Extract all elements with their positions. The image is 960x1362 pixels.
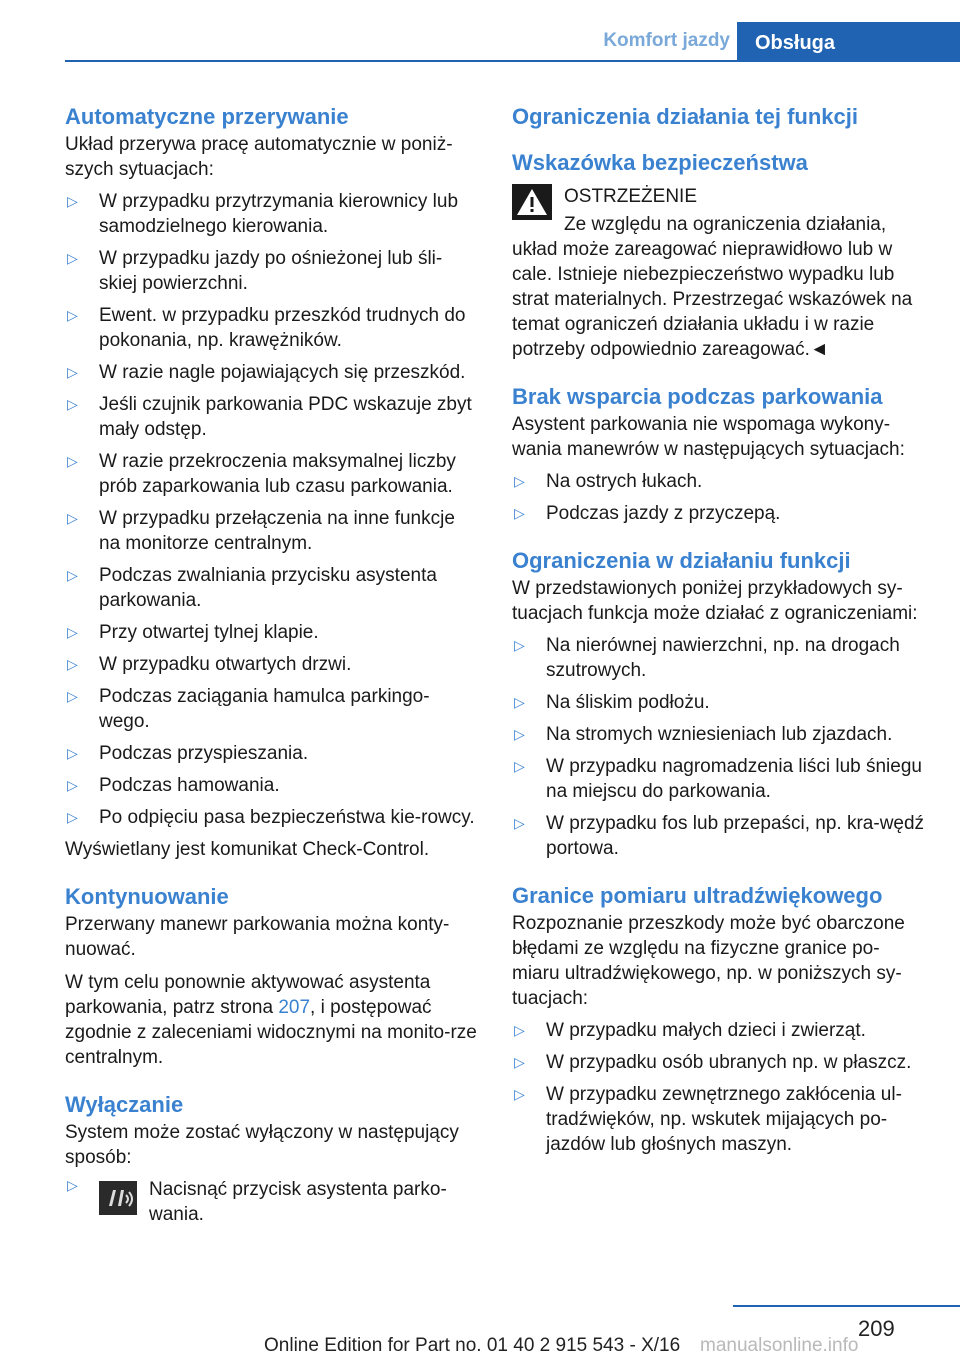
- list-item-text: W przypadku przytrzymania kierownicy lub samodzielnego kierowania.: [99, 191, 459, 237]
- list-item: [512, 690, 926, 715]
- list-item-text: Po odpięciu pasa bezpieczeństwa kie-rowcy.: [99, 807, 475, 828]
- continue-paragraph-2: W tym celu ponownie aktywować asystenta parkowania, patrz strona 207, i postępować zgodnie z zaleceniami widocznymi na monito-rze centralnym.: [65, 972, 477, 1068]
- left-column: [65, 102, 479, 1227]
- bullet-icon: ▷: [67, 656, 78, 672]
- list-item: [65, 360, 479, 385]
- bullet-icon: ▷: [67, 250, 78, 266]
- section-title-auto-interrupt: Automatyczne przerywanie: [65, 104, 349, 129]
- list-item-text: Na nierównej nawierzchni, np. na drogach szutrowych.: [546, 635, 900, 681]
- section-title-switch-off: Wyłączanie: [65, 1092, 184, 1117]
- list-item: [512, 1082, 926, 1157]
- list-item-text: Podczas jazdy z przyczepą.: [546, 503, 781, 524]
- section-title-limits-main: Ograniczenia działania tej funkcji: [512, 104, 858, 129]
- list-item-text: Ewent. w przypadku przeszkód trudnych do pokonania, np. krawężników.: [99, 305, 466, 351]
- list-item: [65, 684, 479, 734]
- list-item-text: W przypadku przełączenia na inne funkcje na monitorze centralnym.: [99, 508, 455, 554]
- bullet-icon: ▷: [514, 694, 525, 710]
- list-item: [512, 754, 926, 804]
- bullet-icon: ▷: [514, 473, 525, 489]
- no-assist-intro: Asystent parkowania nie wspomaga wykony-wania manewrów w następujących sytuacjach:: [512, 414, 905, 460]
- warning-text: Ze względu na ograniczenia działania, układ może zareagować nieprawidłowo lub w cale. Istnieje niebezpieczeństwo wypadku lub strat materialnych. Przestrzegać wskazówek na temat ograniczeń działania układu i w razie potrzeby odpowiednio zareagować.◄: [512, 214, 913, 360]
- section-title-function-limits: Ograniczenia w działaniu funkcji: [512, 548, 851, 573]
- bullet-icon: ▷: [67, 809, 78, 825]
- bullet-icon: ▷: [67, 307, 78, 323]
- list-item-text: Na stromych wzniesieniach lub zjazdach.: [546, 724, 893, 745]
- list-item-text: W przypadku zewnętrznego zakłócenia ul-tradźwięków, np. wskutek mijających po-jazdów lub głośnych maszyn.: [546, 1084, 902, 1155]
- list-item-text: Podczas zwalniania przycisku asystenta parkowania.: [99, 565, 437, 611]
- list-item: [65, 620, 479, 645]
- bullet-icon: ▷: [67, 396, 78, 412]
- bullet-icon: ▷: [67, 453, 78, 469]
- list-item: [65, 246, 479, 296]
- list-item-text: Na śliskim podłożu.: [546, 692, 710, 713]
- list-item: [512, 469, 926, 494]
- page-number-rule: [733, 1305, 960, 1307]
- bullet-icon: ▷: [67, 1177, 78, 1193]
- bullet-icon: ▷: [514, 1054, 525, 1070]
- section-title-ultrasonic: Granice pomiaru ultradźwiękowego: [512, 883, 883, 908]
- page-header: [0, 22, 960, 62]
- list-item-text: W przypadku otwartych drzwi.: [99, 654, 352, 675]
- ultrasonic-intro: Rozpoznanie przeszkody może być obarczone błędami ze względu na fizyczne granice po-miaru ultradźwiękowego, np. w poniższych sy-tuacjach:: [512, 913, 905, 1009]
- bullet-icon: ▷: [514, 637, 525, 653]
- park-assist-button-icon: [99, 1181, 137, 1215]
- bullet-icon: ▷: [514, 1022, 525, 1038]
- auto-interrupt-list: [65, 189, 479, 830]
- function-limits-intro: W przedstawionych poniżej przykładowych sy-tuacjach funkcja może działać z ograniczeniami:: [512, 578, 918, 624]
- list-item-text: W przypadku jazdy po ośnieżonej lub śli-skiej powierzchni.: [99, 248, 443, 294]
- bullet-icon: ▷: [514, 1086, 525, 1102]
- list-item-text: W razie przekroczenia maksymalnej liczby prób zaparkowania lub czasu parkowania.: [99, 451, 456, 497]
- list-item: [65, 303, 479, 353]
- warning-label: OSTRZEŻENIE: [564, 186, 698, 207]
- header-section-label: Komfort jazdy: [603, 30, 730, 51]
- bullet-icon: ▷: [67, 567, 78, 583]
- list-item-text: Podczas zaciągania hamulca parkingo-wego.: [99, 686, 430, 732]
- list-item: [65, 773, 479, 798]
- list-item-text: W razie nagle pojawiających się przeszkód.: [99, 362, 466, 383]
- bullet-icon: ▷: [514, 505, 525, 521]
- list-item: [65, 652, 479, 677]
- bullet-icon: ▷: [67, 624, 78, 640]
- ultrasonic-list: [512, 1018, 926, 1157]
- list-item-text: Na ostrych łukach.: [546, 471, 703, 492]
- warning-box: [512, 184, 926, 362]
- page-number: 209: [858, 1316, 895, 1341]
- check-control-note: Wyświetlany jest komunikat Check-Control.: [65, 839, 430, 860]
- list-item: [65, 506, 479, 556]
- section-title-no-assist: Brak wsparcia podczas parkowania: [512, 384, 883, 409]
- list-item-text: Podczas hamowania.: [99, 775, 280, 796]
- bullet-icon: ▷: [67, 688, 78, 704]
- function-limits-list: [512, 633, 926, 861]
- page-reference-link[interactable]: 207: [278, 997, 311, 1018]
- bullet-icon: ▷: [514, 726, 525, 742]
- list-item: [65, 392, 479, 442]
- bullet-icon: ▷: [67, 745, 78, 761]
- list-item-text: W przypadku małych dzieci i zwierząt.: [546, 1020, 866, 1041]
- footer-edition: Online Edition for Part no. 01 40 2 915 543 - X/16: [264, 1335, 681, 1356]
- right-column: [512, 102, 926, 1157]
- section-title-continue: Kontynuowanie: [65, 884, 229, 909]
- list-item-text: W przypadku fos lub przepaści, np. kra-wędź portowa.: [546, 813, 925, 859]
- no-assist-list: [512, 469, 926, 526]
- list-item-text: W przypadku nagromadzenia liści lub śniegu na miejscu do parkowania.: [546, 756, 922, 802]
- list-item: [65, 741, 479, 766]
- list-item: [65, 189, 479, 239]
- list-item: [512, 722, 926, 747]
- section-title-safety: Wskazówka bezpieczeństwa: [512, 150, 808, 175]
- list-item: [512, 1050, 926, 1075]
- list-item-text: Przy otwartej tylnej klapie.: [99, 622, 319, 643]
- watermark: manualsonline.info: [700, 1335, 859, 1356]
- list-item-text: Podczas przyspieszania.: [99, 743, 309, 764]
- list-item: [65, 449, 479, 499]
- bullet-icon: ▷: [514, 815, 525, 831]
- switch-off-item: [65, 1177, 479, 1227]
- header-rule: [65, 60, 737, 62]
- header-chapter-tab: Obsługa: [737, 22, 960, 62]
- switch-off-item-text: Nacisnąć przycisk asystenta parko-wania.: [149, 1179, 447, 1225]
- bullet-icon: ▷: [514, 758, 525, 774]
- section-intro: Układ przerywa pracę automatycznie w poniż-szych sytuacjach:: [65, 134, 453, 180]
- list-item: [512, 1018, 926, 1043]
- bullet-icon: ▷: [67, 510, 78, 526]
- switch-off-intro: System może zostać wyłączony w następujący sposób:: [65, 1122, 459, 1168]
- list-item: [512, 633, 926, 683]
- list-item-text: W przypadku osób ubranych np. w płaszcz.: [546, 1052, 912, 1073]
- continue-paragraph-1: Przerwany manewr parkowania można konty-nuować.: [65, 914, 450, 960]
- bullet-icon: ▷: [67, 193, 78, 209]
- warning-triangle-icon: [512, 184, 552, 220]
- list-item-text: Jeśli czujnik parkowania PDC wskazuje zbyt mały odstęp.: [99, 394, 472, 440]
- list-item: [65, 563, 479, 613]
- list-item: [512, 501, 926, 526]
- bullet-icon: ▷: [67, 777, 78, 793]
- bullet-icon: ▷: [67, 364, 78, 380]
- list-item: [65, 805, 479, 830]
- list-item: [512, 811, 926, 861]
